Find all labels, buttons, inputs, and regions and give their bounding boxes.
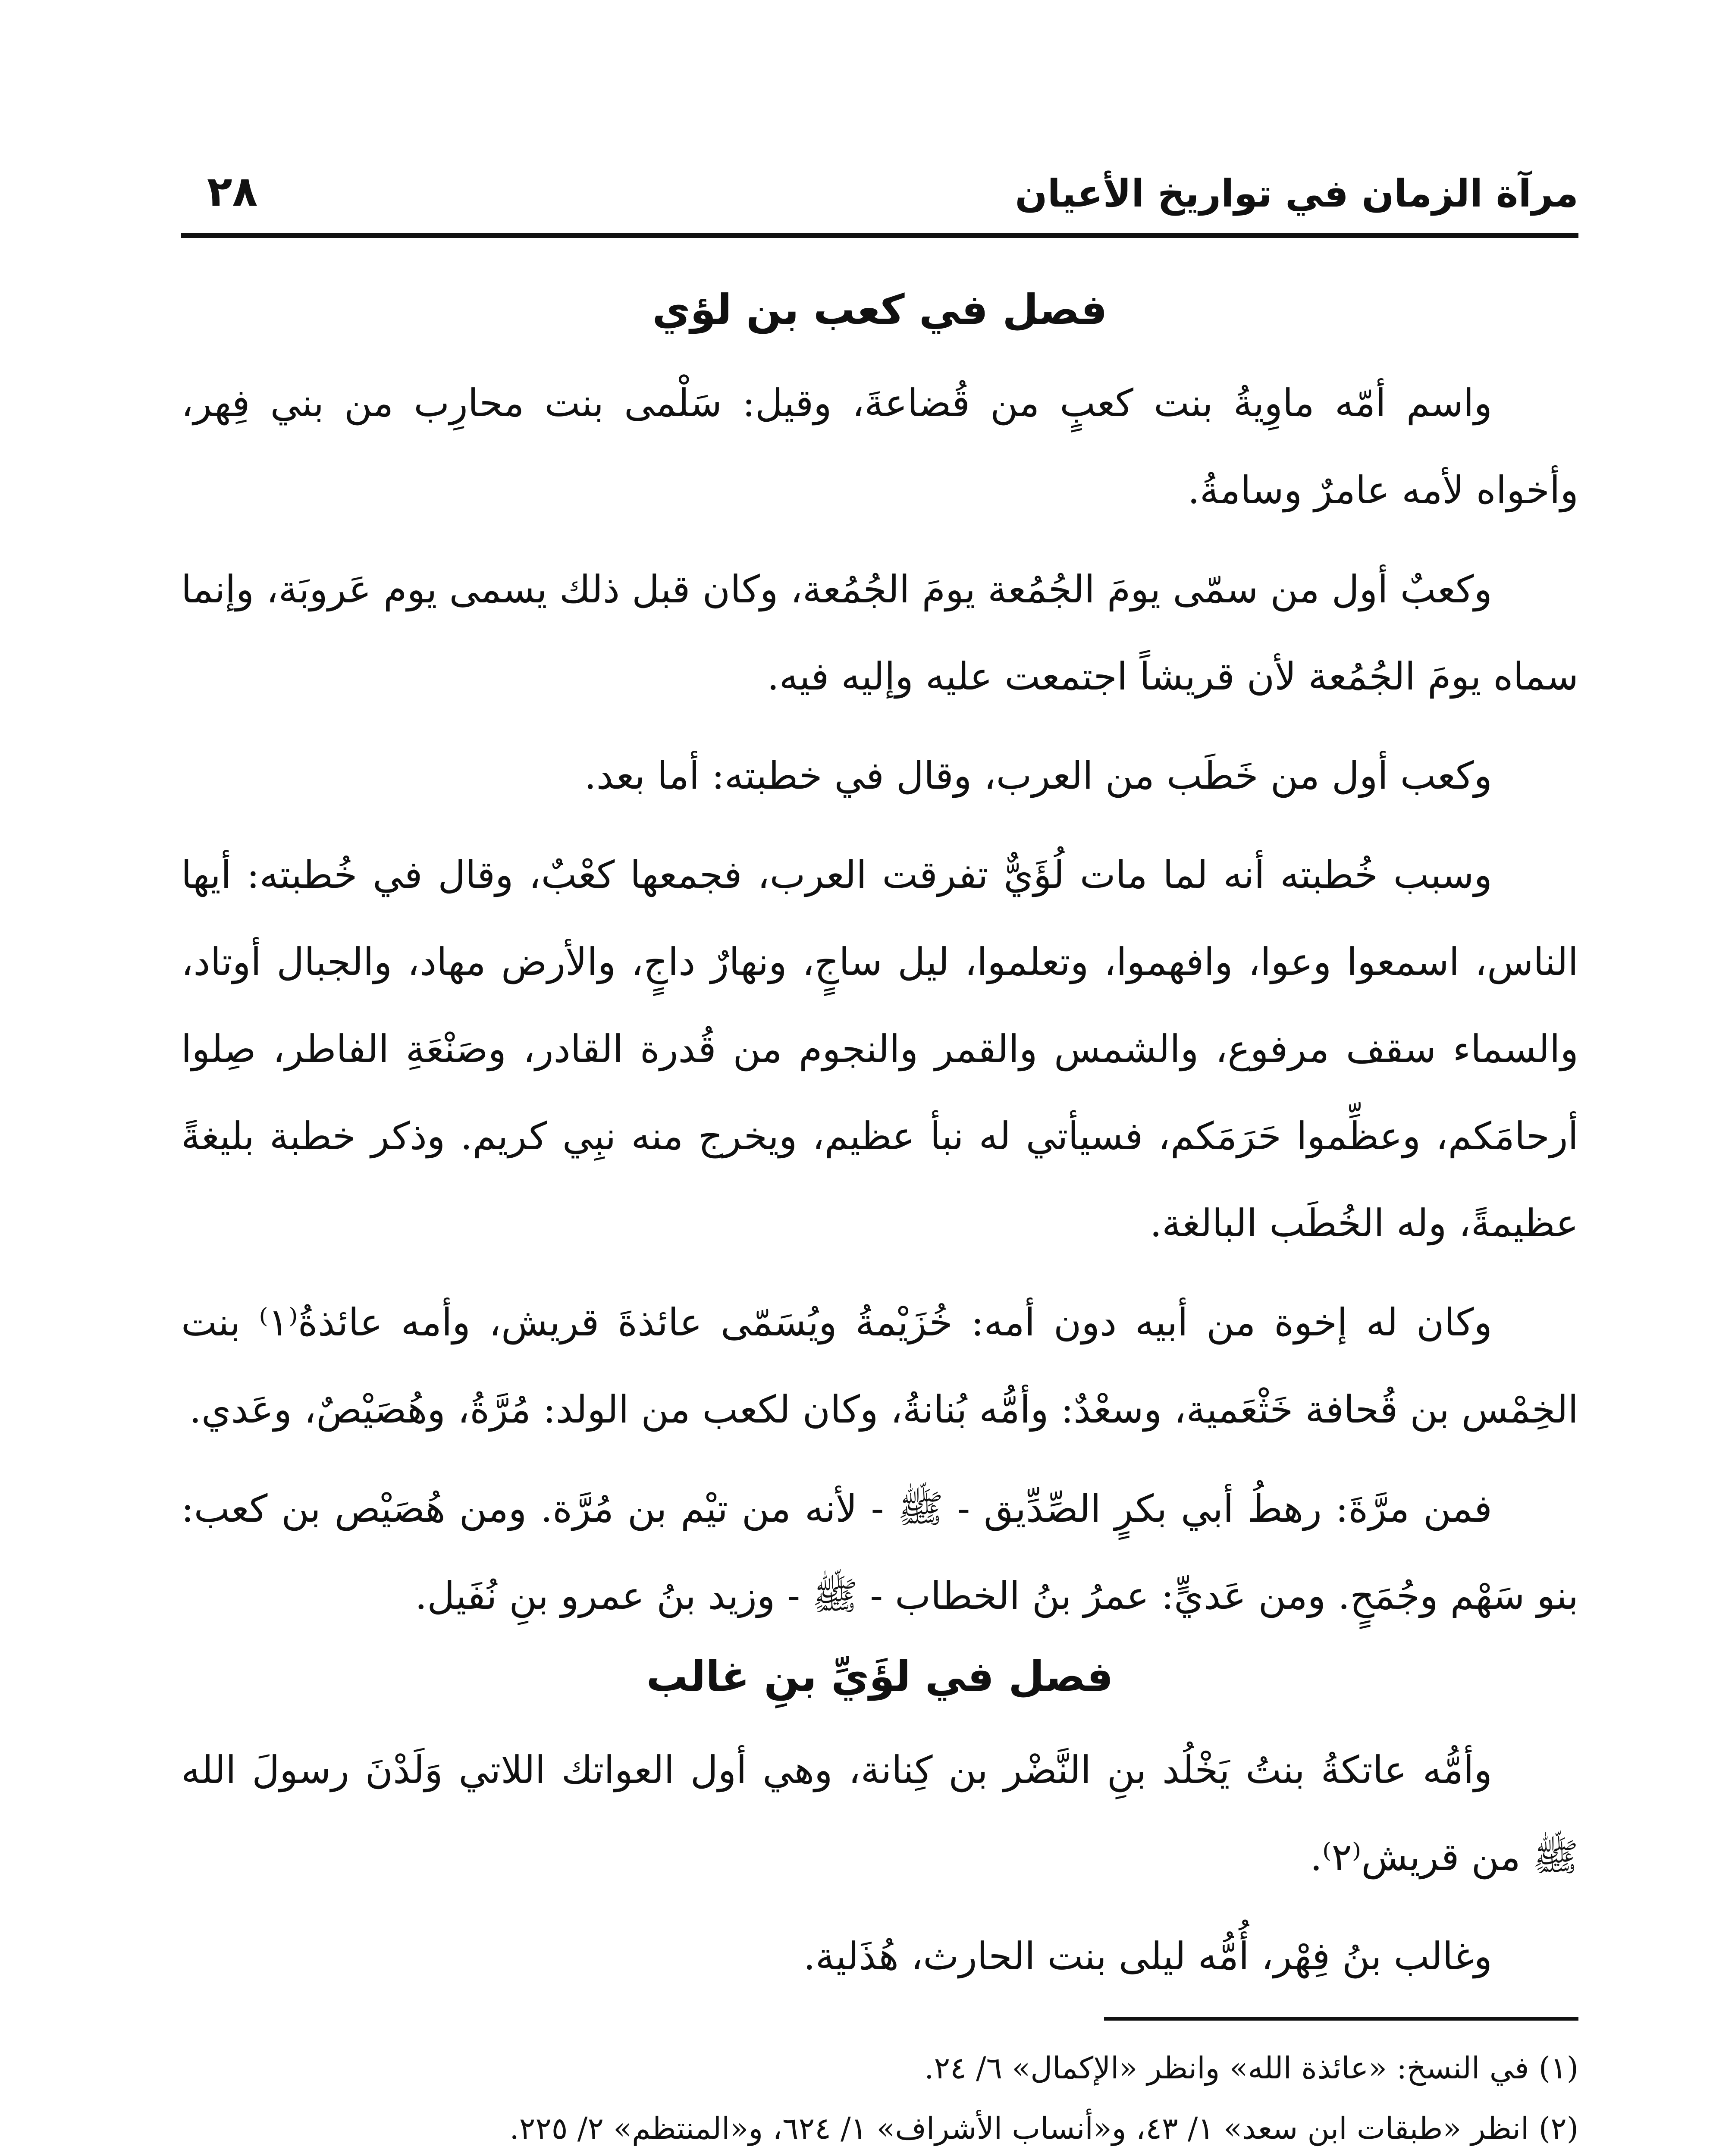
paragraph: فمن مرَّةَ: رهطُ أبي بكرٍ الصِّدِّيق - ﷺ - لأنه من تيْم بن مُرَّة. ومن هُصَيْص بن كعب: بنو سَهْم وجُمَحٍ. ومن عَديٍّ: عمرُ بنُ الخطاب - ﷺ - وزيد بنُ عمرو بنِ نُفَيل. bbox=[181, 1486, 1578, 1618]
paragraph: وكعب أول من خَطَب من العرب، وقال في خطبته: أما بعد. bbox=[584, 753, 1492, 798]
footnote-2: (٢) انظر «طبقات ابن سعد» ١/ ٤٣، و«أنساب الأشراف» ١/ ٦٢٤، و«المنتظم» ٢/ ٢٢٥. bbox=[509, 2111, 1578, 2146]
book-page bbox=[181, 147, 1578, 2156]
paragraph: واسم أمّه ماوِيةُ بنت كعبٍ من قُضاعةَ، وقيل: سَلْمى بنت محارِب من بني فِهر، وأخواه لأمه عامرٌ وسامةُ. bbox=[181, 381, 1578, 512]
paragraph: وكان له إخوة من أبيه دون أمه: خُزَيْمةُ ويُسَمّى عائذةَ قريش، وأمه عائذةُ⁽١⁾ بنت الخِمْس بن قُحافة خَثْعَمية، وسعْدٌ: وأمُّه بُنانةُ، وكان لكعب من الولد: مُرَّةُ، وهُصَيْصٌ، وعَدي. bbox=[181, 1300, 1578, 1432]
section-heading-luay: فصل في لؤَيِّ بنِ غالب bbox=[646, 1652, 1114, 1701]
page-number: ٢٨ bbox=[207, 167, 258, 216]
paragraph: وسبب خُطبته أنه لما مات لُؤَيٌّ تفرقت العرب، فجمعها كعْبٌ، وقال في خُطبته: أيها الناس، اسمعوا وعوا، وافهموا، وتعلموا، ليل ساجٍ، ونهارٌ داجٍ، والأرض مهاد، والجبال أوتاد، والسماء سقف مرفوع، والشمس والقمر والنجوم من قُدرة القادر، وصَنْعَةِ الفاطر، صِلوا أرحامَكم، وعظِّموا حَرَمَكم، فسيأتي له نبأ عظيم، ويخرج منه نبِي كريم. وذكر خطبة بليغةً عظيمةً، وله الخُطَب البالغة. bbox=[181, 852, 1578, 1245]
footnote-1: (١) في النسخ: «عائذة الله» وانظر «الإكمال» ٦/ ٢٤. bbox=[924, 2050, 1578, 2086]
paragraph: وكعبٌ أول من سمّى يومَ الجُمُعة يومَ الجُمُعة، وكان قبل ذلك يسمى يوم عَروبَة، وإنما سماه يومَ الجُمُعة لأن قريشاً اجتمعت عليه وإليه فيه. bbox=[181, 567, 1578, 699]
book-title: مرآة الزمان في تواريخ الأعيان bbox=[1015, 171, 1578, 216]
page-body bbox=[181, 285, 1578, 2156]
footnote-divider bbox=[1104, 2017, 1578, 2021]
running-header bbox=[181, 147, 1578, 238]
paragraph: وأمُّه عاتكةُ بنتُ يَخْلُد بنِ النَّضْر بن كِنانة، وهي أول العواتك اللاتي وَلَدْنَ رسولَ الله ﷺ من قريش⁽٢⁾. bbox=[181, 1748, 1578, 1879]
section-heading-kaab: فصل في كعب بن لؤي bbox=[652, 285, 1107, 334]
paragraph: وغالب بنُ فِهْر، أُمُّه ليلى بنت الحارث، هُذَلية. bbox=[803, 1934, 1492, 1978]
